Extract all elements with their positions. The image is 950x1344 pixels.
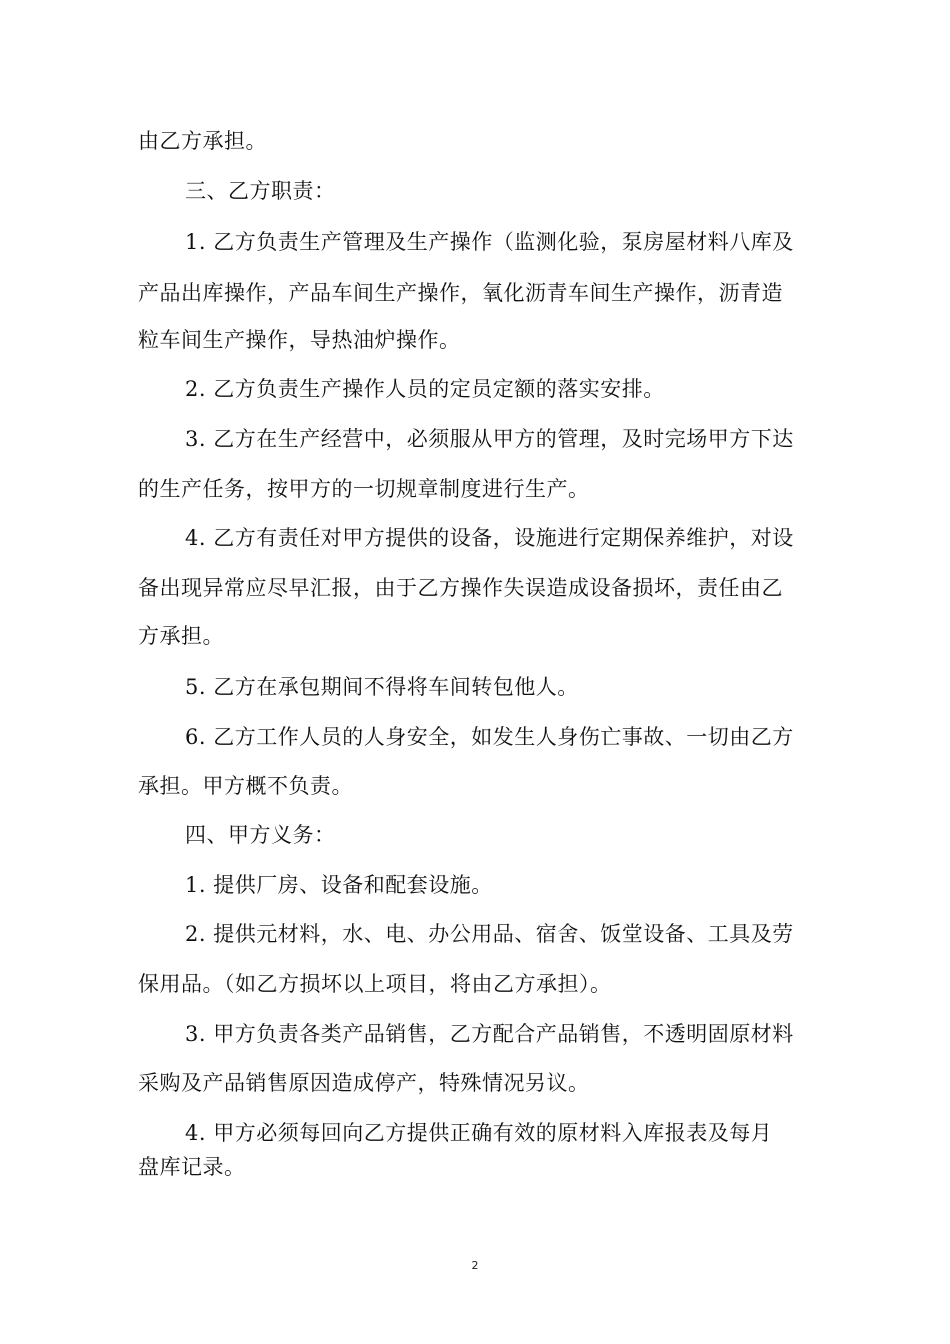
text-line: 备出现异常应尽早汇报，由于乙方操作失误造成设备损坏，责任由乙 bbox=[138, 576, 783, 600]
text-line: 1. 乙方负责生产管理及生产操作（监测化验，泵房屋材料八库及 bbox=[185, 230, 794, 254]
text-line: 3. 乙方在生产经营中，必须服从甲方的管理，及时完场甲方下达 bbox=[185, 427, 794, 451]
text-line: 盘库记录。 bbox=[138, 1155, 246, 1179]
text-line: 承担。甲方概不负责。 bbox=[138, 774, 353, 798]
text-line: 6. 乙方工作人员的人身安全，如发生人身伤亡事故、一切由乙方 bbox=[185, 725, 794, 749]
text-line: 5. 乙方在承包期间不得将车间转包他人。 bbox=[185, 675, 579, 699]
text-line: 2. 乙方负责生产操作人员的定员定额的落实安排。 bbox=[185, 377, 665, 401]
text-line: 4. 乙方有责任对甲方提供的设备，设施进行定期保养维护，对设 bbox=[185, 526, 794, 550]
section-heading: 四、甲方义务： bbox=[185, 823, 336, 847]
text-line: 3. 甲方负责各类产品销售，乙方配合产品销售，不透明固原材料 bbox=[185, 1022, 794, 1046]
text-line: 粒车间生产操作，导热油炉操作。 bbox=[138, 328, 461, 352]
text-line: 方承担。 bbox=[138, 624, 224, 648]
text-line: 保用品。（如乙方损坏以上项目，将由乙方承担）。 bbox=[138, 972, 612, 996]
text-line: 2. 提供元材料，水、电、办公用品、宿舍、饭堂设备、工具及劳 bbox=[185, 922, 794, 946]
text-line: 由乙方承担。 bbox=[138, 129, 267, 153]
text-line: 1. 提供厂房、设备和配套设施。 bbox=[185, 873, 493, 897]
text-line: 4. 甲方必须每回向乙方提供正确有效的原材料入库报表及每月 bbox=[185, 1121, 773, 1145]
text-line: 采购及产品销售原因造成停产，特殊情况另议。 bbox=[138, 1071, 590, 1095]
page-number: 2 bbox=[471, 1259, 479, 1272]
section-heading: 三、乙方职责： bbox=[185, 179, 336, 203]
text-line: 产品出库操作，产品车间生产操作，氧化沥青车间生产操作，沥青造 bbox=[138, 281, 783, 305]
text-line: 的生产任务，按甲方的一切规章制度进行生产。 bbox=[138, 477, 590, 501]
